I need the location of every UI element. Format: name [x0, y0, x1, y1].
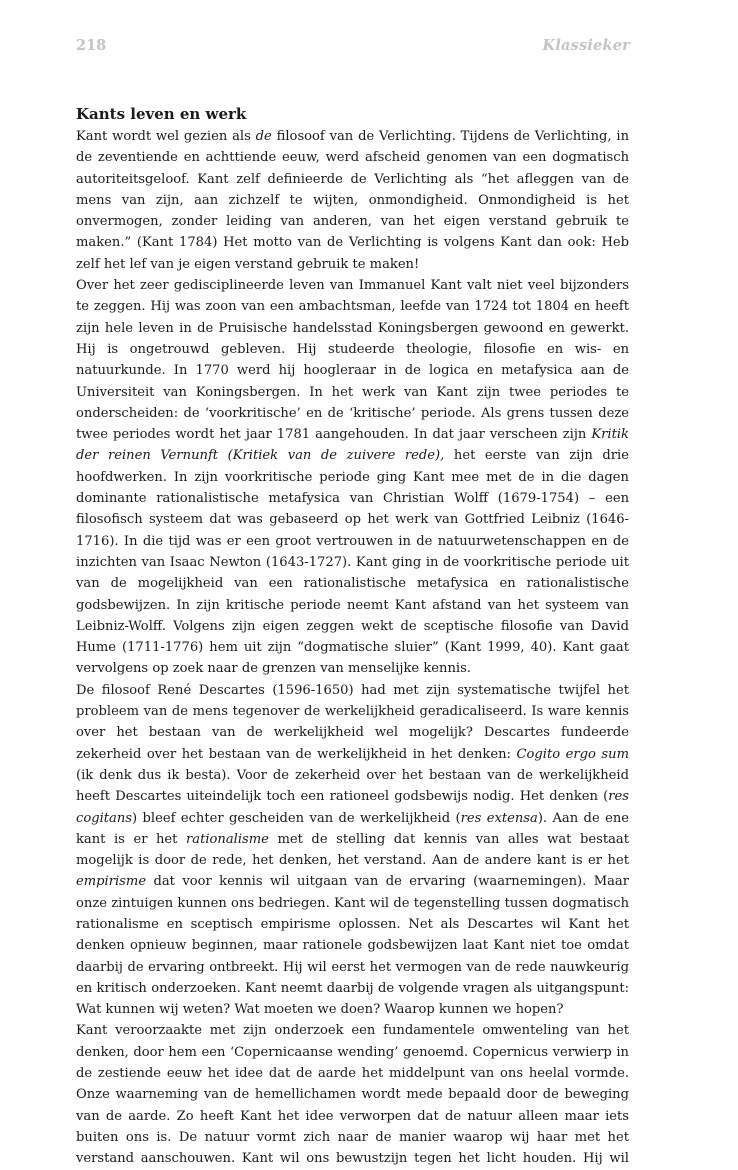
text-run: (ik denk dus ik besta). Voor de zekerheid over het bestaan van de werkelijkheid heeft Descartes uiteindelijk toch een rationeel godsbewijs nodig. Het denken ( [76, 767, 629, 805]
body-text [76, 126, 629, 1170]
running-head [76, 37, 630, 54]
italic-text: de [255, 129, 272, 144]
italic-text: empirisme [76, 874, 147, 890]
paragraph [76, 275, 629, 680]
text-run: De filosoof René Descartes (1596-1650) had met zijn systematische twijfel het probleem van de mens tegenover de werkelijkheid geradicaliseerd. Is ware kennis over het bestaan van de werkelijkheid wel mogelijk? Descartes fundeerde zekerheid over het bestaan van de werkelijkheid in het denken: [76, 682, 629, 762]
paragraph [76, 1020, 629, 1169]
italic-text: res extensa [460, 810, 538, 826]
paragraph [76, 680, 629, 1021]
page-number: 218 [76, 37, 107, 54]
text-run: dat voor kennis wil uitgaan van de ervaring (waarnemingen). Maar onze zintuigen kunnen ons bedriegen. Kant wil de tegenstelling tussen dogmatisch rationalisme en sceptisch empirisme oplossen. Net als Descartes wil Kant het denken opnieuw beginnen, maar rationele godsbewijzen laat Kant niet toe omdat daarbij de ervaring ontbreekt. Hij wil eerst het vermogen van de rede nauwkeurig en kritisch onderzoeken. Kant neemt daarbij de volgende vragen als uitgangspunt: Wat kunnen wij weten? Wat moeten we doen? Waarop kunnen we hopen? [76, 874, 629, 1018]
running-title: Klassieker [542, 37, 630, 54]
text-run: ) bleef echter gescheiden van de werkelijkheid ( [132, 810, 461, 826]
page-content [76, 103, 629, 1170]
text-run: ). Aan de ene kant is er het [76, 810, 630, 847]
text-run: Over het zeer gedisciplineerde leven van Immanuel Kant valt niet veel bijzonders te zeggen. Hij was zoon van een ambachtsman, leefde van 1724 tot 1804 en heeft zijn hele leven in de Pruisische handelsstad Koningsbergen gewoond en gewerkt. Hij is ongetrouwd gebleven. Hij studeerde theologie, filosofie en wis- en natuurkunde. In 1770 werd hij hoogleraar in de logica en metafysica aan de Universiteit van Koningsbergen. In het werk van Kant zijn twee periodes te onderscheiden: de ‘voorkritische’ en de ‘kritische’ periode. Als grens tussen deze twee periodes wordt het jaar 1781 aangehouden. In dat jaar verscheen zijn [76, 278, 629, 443]
text-run: Kant wordt wel gezien als [76, 129, 256, 144]
section-heading: Kants leven en werk [76, 105, 247, 123]
italic-text: Kritik der reinen Vernunft (Kritiek van de zuivere rede), [76, 427, 629, 464]
italic-text: Cogito ergo sum [516, 746, 629, 762]
text-run: filosoof van de Verlichting. Tijdens de Verlichting, in de zeventiende en achttiende eeuw, werd afscheid genomen van een dogmatisch autoriteitsgeloof. Kant zelf definieerde de Verlichting als “het afleggen van de mens van zijn, aan zichzelf te wijten, onmondigheid. Onmondigheid is het onvermogen, zonder leiding van anderen, van het eigen verstand gebruik te maken.” (Kant 1784) Het motto van de Verlichting is volgens Kant dan ook: Heb zelf het lef van je eigen verstand gebruik te maken! [76, 129, 630, 272]
paragraph [76, 126, 629, 275]
text-run: met de stelling dat kennis van alles wat bestaat mogelijk is door de rede, het denken, het verstand. Aan de andere kant is er het [76, 831, 629, 869]
italic-text: rationalisme [186, 831, 269, 847]
text-run: het eerste van zijn drie hoofdwerken. In zijn voorkritische periode ging Kant mee met de in die dagen dominante rationalistische metafysica van Christian Wolff (1679-1754) – een filosofisch systeem dat was gebaseerd op het werk van Gottfried Leibniz (1646-1716). In die tijd was er een groot vertrouwen in de natuurwetenschappen en de inzichten van Isaac Newton (1643-1727). Kant ging in de voorkritische periode uit van de mogelijkheid van een rationalistische metafysica en rationalistische godsbewijzen. In zijn kritische periode neemt Kant afstand van het systeem van Leibniz-Wolff. Volgens zijn eigen zeggen wekt de sceptische filosofie van David Hume (1711-1776) hem uit zijn “dogmatische sluier” (Kant 1999, 40). Kant gaat vervolgens op zoek naar de grenzen van menselijke kennis. [76, 448, 629, 677]
italic-text: res cogitans [76, 789, 629, 826]
text-run: Kant veroorzaakte met zijn onderzoek een fundamentele omwenteling van het denken, door hem een ‘Copernicaanse wending’ genoemd. Copernicus verwierp in de zestiende eeuw het idee dat de aarde het middelpunt van ons heelal vormde. Onze waarneming van de hemellichamen wordt mede bepaald door de beweging van de aarde. Zo heeft Kant het idee verworpen dat de natuur alleen maar iets buiten ons is. De natuur vormt zich naar de manier waarop wij haar met het verstand aanschouwen. Kant wil ons bewustzijn tegen het licht houden. Hij wil [76, 1023, 629, 1167]
